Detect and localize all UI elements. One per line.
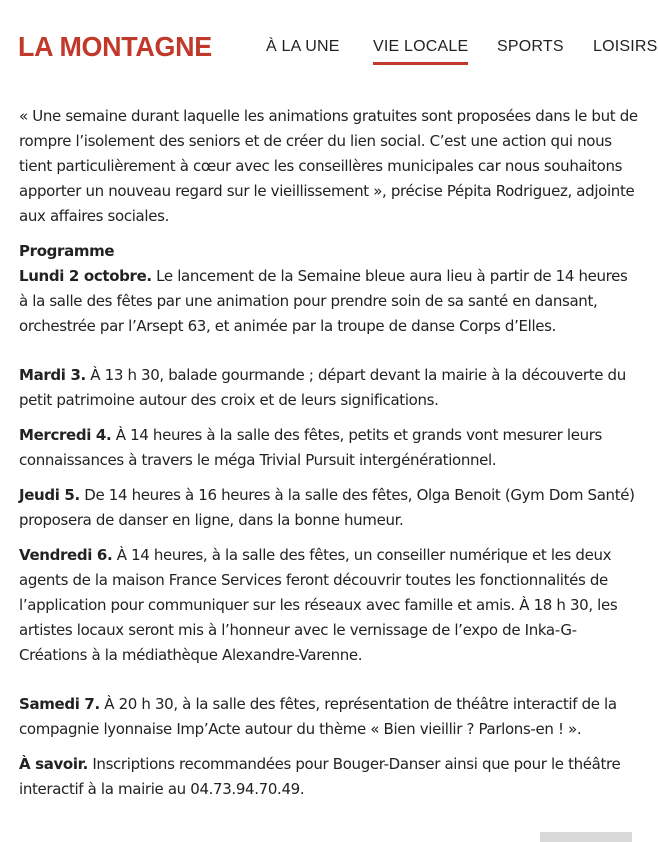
entry-text-jeudi: De 14 heures à 16 heures à la salle des fêtes, Olga Benoit (Gym Dom Santé) proposera de danser en ligne, dans la bonne humeur. [19,486,635,529]
site-logo[interactable]: LA MONTAGNE [18,31,212,62]
entry-day-mardi: Mardi 3. [19,366,86,384]
entry-mardi [19,363,639,413]
programme-heading: Programme [19,242,115,260]
entry-text-vendredi: À 14 heures, à la salle des fêtes, un conseiller numérique et les deux agents de la maison France Services feront découvrir toutes les fonctionnalités de l’application pour communiquer sur les réseaux avec famille et amis. À 18 h 30, les artistes locaux seront mis à l’honneur avec le vernissage de l’expo de Inka-G-Créations à la médiathèque Alexandre-Varenne. [19,546,618,664]
entry-text-mercredi: À 14 heures à la salle des fêtes, petits et grands vont mesurer leurs connaissances à travers le méga Trivial Pursuit intergénérationnel. [19,426,603,469]
entry-text-lundi: Le lancement de la Semaine bleue aura lieu à partir de 14 heures à la salle des fêtes par une animation pour prendre soin de sa santé en dansant, orchestrée par l’Arsept 63, et animée par la troupe de danse Corps d’Elles. [19,267,628,335]
entry-day-mercredi: Mercredi 4. [19,426,112,444]
entry-vendredi [19,543,639,668]
site-header [0,0,658,90]
entry-mercredi [19,423,639,473]
entry-day-a-savoir: À savoir. [19,755,88,773]
entry-samedi [19,692,639,742]
article-body [19,104,639,812]
entry-day-vendredi: Vendredi 6. [19,546,113,564]
cropped-tag [540,832,632,842]
entry-day-jeudi: Jeudi 5. [19,486,80,504]
entry-jeudi [19,483,639,533]
programme-block [19,239,639,339]
nav-item-a-la-une[interactable]: À LA UNE [266,38,340,55]
entry-text-a-savoir: Inscriptions recommandées pour Bouger-Danser ainsi que pour le théâtre interactif à la mairie au 04.73.94.70.49. [19,755,621,798]
nav-item-loisirs[interactable]: LOISIRS [593,38,658,55]
entry-day-samedi: Samedi 7. [19,695,100,713]
entry-day-lundi: Lundi 2 octobre. [19,267,152,285]
entry-a-savoir [19,752,639,802]
entry-text-samedi: À 20 h 30, à la salle des fêtes, représentation de théâtre interactif de la compagnie lyonnaise Imp’Acte autour du thème « Bien vieillir ? Parlons-en ! ». [19,695,617,738]
entry-text-mardi: À 13 h 30, balade gourmande ; départ devant la mairie à la découverte du petit patrimoine autour des croix et de leurs significations. [19,366,626,409]
intro-paragraph: « Une semaine durant laquelle les animations gratuites sont proposées dans le but de rompre l’isolement des seniors et de créer du lien social. C’est une action qui nous tient particulièrement à cœur avec les conseillères municipales car nous souhaitons apporter un nouveau regard sur le vieillissement », précise Pépita Rodriguez, adjointe aux affaires sociales. [19,107,638,225]
nav-item-vie-locale[interactable]: VIE LOCALE [373,38,469,55]
nav-item-sports[interactable]: SPORTS [497,38,564,55]
